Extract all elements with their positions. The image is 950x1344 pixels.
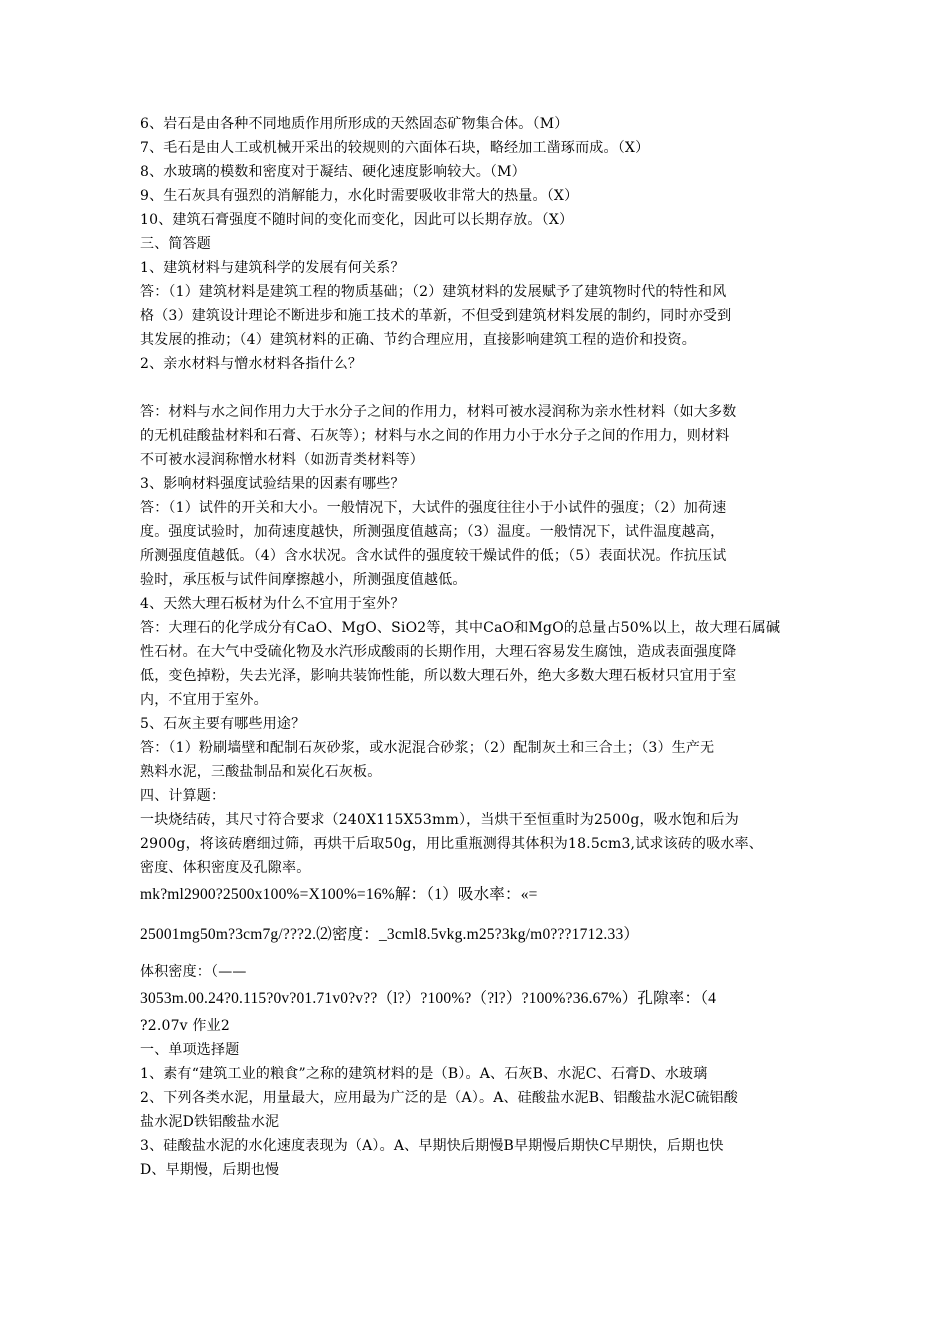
question-line: 盐水泥D铁铝酸盐水泥 <box>140 1114 280 1130</box>
formula-line-1: mk?ml2900?2500x100%=X100%=16%解：（1）吸水率：«= <box>140 886 538 903</box>
question-2: 2、亲水材料与憎水材料各指什么？ <box>140 356 363 372</box>
judgment-item-8: 8、水玻璃的模数和密度对于凝结、硬化速度影响较大。（M） <box>140 164 526 180</box>
problem-line: 一块烧结砖，其尺寸符合要求（240X115X53mm），当烘干至恒重时为2500g，吸水饱和后为 <box>140 812 739 828</box>
answer-line: 熟料水泥，三酸盐制品和炭化石灰板。 <box>140 764 382 780</box>
judgment-item-7: 7、毛石是由人工或机械开采出的较规则的六面体石块，略经加工凿琢而成。（X） <box>140 140 650 156</box>
answer-line: 格（3）建筑设计理论不断进步和施工技术的革新，不但受到建筑材料发展的制约，同时亦受到 <box>140 308 732 324</box>
answer-1 <box>140 280 820 352</box>
answer-line: 不可被水浸润称憎水材料（如沥青类材料等） <box>140 452 424 468</box>
answer-line: 答：材料与水之间作用力大于水分子之间的作用力，材料可被水浸润称为亲水性材料（如大多数 <box>140 404 737 420</box>
answer-line: 度。强度试验时，加荷速度越快，所测强度值越高；（3）温度。一般情况下，试件温度越高， <box>140 524 725 540</box>
question-line: 3、硅酸盐水泥的水化速度表现为（A）。A、早期快后期慢B早期慢后期快C早期快，后期也快 <box>140 1138 724 1154</box>
answer-line: 性石材。在大气中受硫化物及水汽形成酸雨的长期作用，大理石容易发生腐蚀，造成表面强度降 <box>140 644 737 660</box>
section-heading-single-choice: 一、单项选择题 <box>140 1042 240 1058</box>
blank-space <box>140 910 820 920</box>
question-line: D、早期慢，后期也慢 <box>140 1162 280 1178</box>
blank-line <box>140 376 820 400</box>
choice-question-3 <box>140 1134 820 1182</box>
section-heading-short-answer: 三、简答题 <box>140 236 211 252</box>
answer-line: 答：（1）粉刷墙壁和配制石灰砂浆，或水泥混合砂浆；（2）配制灰土和三合土；（3）生产无 <box>140 740 715 756</box>
choice-question-2 <box>140 1086 820 1134</box>
answer-line: 其发展的推动；（4）建筑材料的正确、节约合理应用，直接影响建筑工程的造价和投资。 <box>140 332 696 348</box>
answer-2 <box>140 400 820 472</box>
formula-line-2: 25001mg50m?3cm7g/???2.⑵密度：_3cml8.5vkg.m25?3kg/m0???1712.33） <box>140 926 640 943</box>
document-body <box>140 112 820 1182</box>
answer-5 <box>140 736 820 784</box>
answer-line: 答：（1）试件的开关和大小。一般情况下，大试件的强度往往小于小试件的强度；（2）加荷速 <box>140 500 727 516</box>
formula-line-5: ?2.07v 作业2 <box>140 1018 230 1034</box>
calculation-problem <box>140 808 820 880</box>
answer-line: 内，不宜用于室外。 <box>140 692 268 708</box>
question-line: 2、下列各类水泥，用量最大，应用最为广泛的是（A）。A、硅酸盐水泥B、铝酸盐水泥C硫铝酸 <box>140 1090 738 1106</box>
judgment-item-10: 10、建筑石膏强度不随时间的变化而变化，因此可以长期存放。（X） <box>140 212 574 228</box>
question-5: 5、石灰主要有哪些用途？ <box>140 716 306 732</box>
blank-space <box>140 950 820 960</box>
answer-line: 所测强度值越低。（4）含水状况。含水试件的强度较干燥试件的低；（5）表面状况。作抗压试 <box>140 548 727 564</box>
question-1: 1、建筑材料与建筑科学的发展有何关系？ <box>140 260 405 276</box>
answer-4 <box>140 616 820 712</box>
problem-line: 密度、体积密度及孔隙率。 <box>140 860 311 876</box>
judgment-item-6: 6、岩石是由各种不同地质作用所形成的天然固态矿物集合体。（M） <box>140 116 569 132</box>
question-4: 4、天然大理石板材为什么不宜用于室外？ <box>140 596 405 612</box>
formula-line-3: 体积密度：（—— <box>140 964 247 980</box>
answer-line: 答：大理石的化学成分有CaO、MgO、SiO2等，其中CaO和MgO的总量占50%以上，故大理石属碱 <box>140 620 781 636</box>
answer-line: 低，变色掉粉，失去光泽，影响共装饰性能，所以数大理石外，绝大多数大理石板材只宜用于室 <box>140 668 737 684</box>
answer-line: 答：（1）建筑材料是建筑工程的物质基础；（2）建筑材料的发展赋予了建筑物时代的特性和风 <box>140 284 727 300</box>
problem-line: 2900g，将该砖磨细过筛，再烘干后取50g，用比重瓶测得其体积为18.5cm3,试求该砖的吸水率、 <box>140 836 764 852</box>
answer-line: 验时，承压板与试件间摩擦越小，所测强度值越低。 <box>140 572 467 588</box>
formula-line-4: 3053m.00.24?0.115?0v?01.71v0?v??（l?）?100%?（?l?）?100%?36.67%）孔隙率：（4 <box>140 990 717 1007</box>
judgment-item-9: 9、生石灰具有强烈的消解能力，水化时需要吸收非常大的热量。（X） <box>140 188 579 204</box>
section-heading-calculation: 四、计算题： <box>140 788 226 804</box>
choice-question-1: 1、素有“建筑工业的粮食”之称的建筑材料的是（B）。A、石灰B、水泥C、石膏D、水玻璃 <box>140 1066 708 1082</box>
question-3: 3、影响材料强度试验结果的因素有哪些？ <box>140 476 405 492</box>
answer-3 <box>140 496 820 592</box>
answer-line: 的无机硅酸盐材料和石膏、石灰等）；材料与水之间的作用力小于水分子之间的作用力，则材料 <box>140 428 730 444</box>
